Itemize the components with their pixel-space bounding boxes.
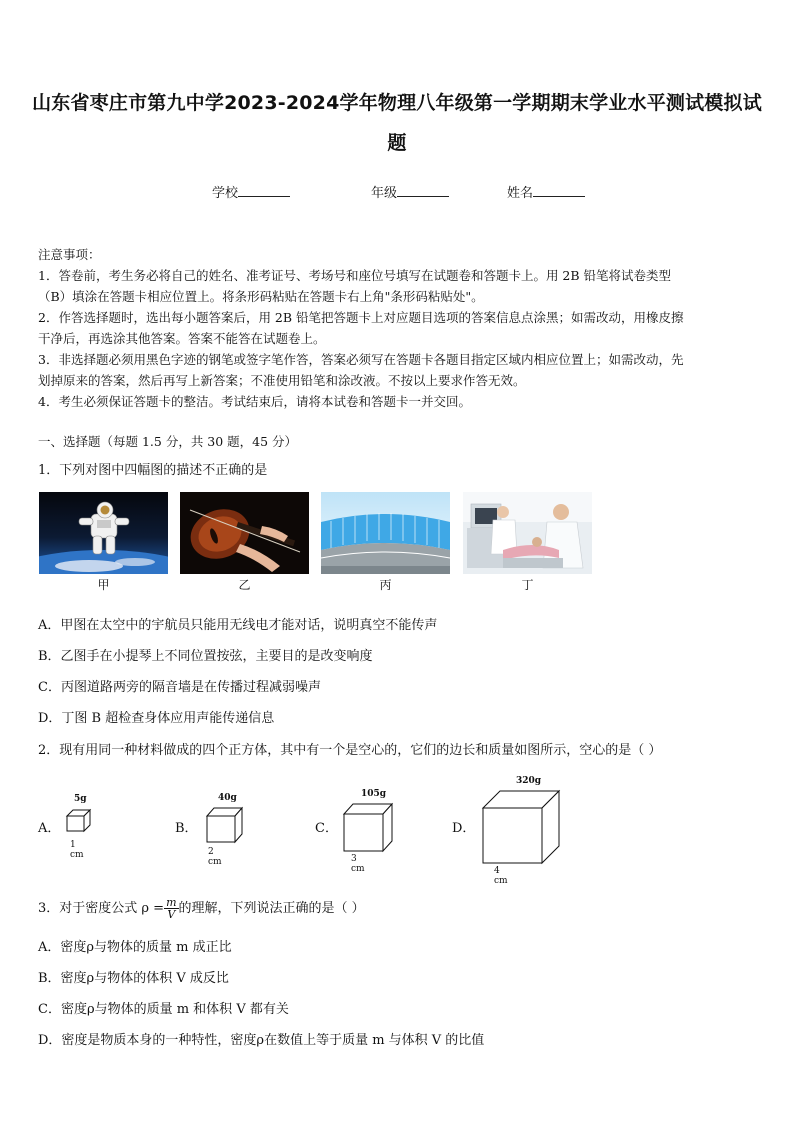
page-title: 山东省枣庄市第九中学2023-2024学年物理八年级第一学期期末学业水平测试模拟试 <box>32 92 762 114</box>
notes-heading: 注意事项： <box>38 247 101 262</box>
cube-b-edge: 2 cm <box>208 847 222 867</box>
grade-label: 年级 <box>371 186 398 201</box>
cube-d-mass: 320g <box>516 776 542 786</box>
noise-barrier-photo <box>321 492 450 574</box>
school-blank[interactable] <box>238 184 290 197</box>
note-line: 划掉原来的答案，然后再写上新答案；不准使用铅笔和涂改液。不按以上要求作答无效。 <box>38 373 526 388</box>
note-line: 3．非选择题必须用黑色字迹的钢笔或签字笔作答，答案必须写在答题卡各题目指定区域内相应位置上；如需改动，先 <box>38 352 684 367</box>
q2-option-c-letter[interactable]: C． <box>315 821 338 836</box>
fraction-denominator: V <box>167 908 176 921</box>
q3-stem-before: 3．对于密度公式 ρ = <box>38 901 165 916</box>
cube-a-mass: 5g <box>74 794 87 804</box>
q3-option-b[interactable]: B．密度ρ与物体的体积 V 成反比 <box>38 971 229 986</box>
grade-field <box>371 182 449 201</box>
q3-option-a[interactable]: A．密度ρ与物体的质量 m 成正比 <box>38 940 232 955</box>
cube-c-edge: 3 cm <box>351 854 365 874</box>
q1-option-c[interactable]: C．丙图道路两旁的隔音墙是在传播过程减弱噪声 <box>38 680 321 695</box>
note-line: 2．作答选择题时，选出每小题答案后，用 2B 铅笔把答题卡上对应题目选项的答案信息点涂黑；如需改动，用橡皮擦 <box>38 310 684 325</box>
name-blank[interactable] <box>533 184 585 197</box>
school-label: 学校 <box>212 186 239 201</box>
caption-bing: 丙 <box>379 578 392 592</box>
cube-c-drawing <box>341 801 397 855</box>
cube-a-edge: 1 cm <box>70 840 84 860</box>
q3-option-d[interactable]: D．密度是物质本身的一种特性，密度ρ在数值上等于质量 m 与体积 V 的比值 <box>38 1033 485 1048</box>
q3-stem <box>38 896 365 922</box>
cube-d-drawing <box>480 788 566 866</box>
page-title-continued: 题 <box>387 132 407 154</box>
cube-a-drawing <box>64 806 98 834</box>
caption-jia: 甲 <box>97 578 110 592</box>
ultrasound-photo <box>463 492 592 574</box>
cube-c-mass: 105g <box>361 789 387 799</box>
q3-stem-after: 的理解，下列说法正确的是（ ） <box>178 901 365 916</box>
q1-option-d[interactable]: D．丁图 B 超检查身体应用声能传递信息 <box>38 711 275 726</box>
fraction-numerator: m <box>166 896 177 909</box>
caption-ding: 丁 <box>521 578 534 592</box>
cube-d-edge: 4 cm <box>494 866 508 886</box>
section-heading: 一、选择题（每题 1.5 分，共 30 题，45 分） <box>38 434 298 449</box>
note-line: 4．考生必须保证答题卡的整洁。考试结束后，请将本试卷和答题卡一并交回。 <box>38 394 471 409</box>
q1-option-b[interactable]: B．乙图手在小提琴上不同位置按弦，主要目的是改变响度 <box>38 649 373 664</box>
note-line: 干净后，再选涂其他答案。答案不能答在试题卷上。 <box>38 331 326 346</box>
q2-option-a-letter[interactable]: A． <box>38 821 61 836</box>
name-label: 姓名 <box>507 186 534 201</box>
cube-b-mass: 40g <box>218 793 237 803</box>
astronaut-photo <box>39 492 168 574</box>
q2-option-b-letter[interactable]: B． <box>175 821 198 836</box>
note-line: 1．答卷前，考生务必将自己的姓名、准考证号、考场号和座位号填写在试题卷和答题卡上。用 2B 铅笔将试卷类型 <box>38 268 672 283</box>
q1-option-a[interactable]: A．甲图在太空中的宇航员只能用无线电才能对话，说明真空不能传声 <box>38 618 438 633</box>
name-field <box>507 182 585 201</box>
school-field <box>212 182 290 201</box>
density-formula-fraction <box>164 897 178 920</box>
q2-option-d-letter[interactable]: D． <box>452 821 476 836</box>
note-line: （B）填涂在答题卡相应位置上。将条形码粘贴在答题卡右上角"条形码粘贴处"。 <box>38 289 484 304</box>
caption-yi: 乙 <box>238 578 251 592</box>
violin-photo <box>180 492 309 574</box>
grade-blank[interactable] <box>397 184 449 197</box>
q1-stem: 1．下列对图中四幅图的描述不正确的是 <box>38 463 268 478</box>
q3-option-c[interactable]: C．密度ρ与物体的质量 m 和体积 V 都有关 <box>38 1002 289 1017</box>
cube-b-drawing <box>204 805 246 845</box>
q2-stem: 2．现有用同一种材料做成的四个正方体，其中有一个是空心的，它们的边长和质量如图所示，空心的是（ ） <box>38 743 662 758</box>
